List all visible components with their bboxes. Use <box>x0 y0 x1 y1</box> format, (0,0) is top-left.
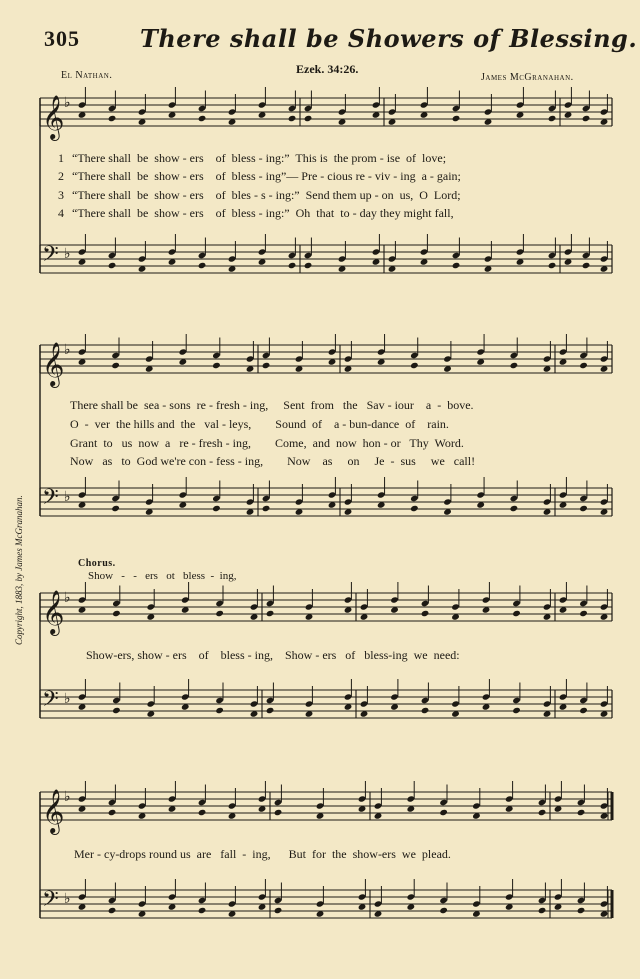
lyric-line: “There shall be show - ers of bless - ing:” Oh that to - day they might fall, <box>72 206 454 220</box>
note-head <box>215 610 224 617</box>
lyric-line: “There shall be show - ers of bles - s - ing:” Send them up - on us, O Lord; <box>72 188 461 202</box>
lyric-line: “There shall be show - ers of bless - ing”— Pre - cious re - viv - ing a - gain; <box>72 169 461 183</box>
note-head <box>510 505 519 512</box>
note-head <box>198 262 207 269</box>
verse-number: 2 <box>58 169 64 183</box>
note-head <box>421 610 430 617</box>
note-head <box>579 707 588 714</box>
note-head <box>266 610 275 617</box>
lyric-line: “There shall be show - ers of bless - ing:” This is the prom - ise of love; <box>72 151 447 165</box>
note-head <box>452 262 461 269</box>
note-head <box>510 362 519 369</box>
note-head <box>304 115 313 122</box>
note-head <box>108 262 117 269</box>
note-head <box>577 907 586 914</box>
key-signature-flat-icon: ♭ <box>64 789 71 805</box>
note-head <box>112 610 121 617</box>
key-signature-flat-icon: ♭ <box>64 891 71 907</box>
treble-clef-icon: 𝄞 <box>42 590 65 634</box>
treble-clef-icon: 𝄞 <box>42 95 65 139</box>
note-head <box>579 610 588 617</box>
note-head <box>111 362 120 369</box>
note-head <box>548 262 557 269</box>
key-signature-flat-icon: ♭ <box>64 590 71 606</box>
bass-clef-icon: 𝄢 <box>42 485 59 515</box>
note-head <box>108 809 117 816</box>
key-signature-flat-icon: ♭ <box>64 489 71 505</box>
key-signature-flat-icon: ♭ <box>64 95 71 111</box>
note-head <box>410 505 419 512</box>
lyric-line: O - ver the hills and the val - leys, Sound of a - bun-dance of rain. <box>70 417 449 431</box>
note-head <box>421 707 430 714</box>
note-head <box>274 809 283 816</box>
note-head <box>212 362 221 369</box>
key-signature-flat-icon: ♭ <box>64 246 71 262</box>
note-head <box>111 505 120 512</box>
note-head <box>439 809 448 816</box>
note-head <box>288 262 297 269</box>
key-signature-flat-icon: ♭ <box>64 691 71 707</box>
hymn-title: There shall be Showers of Blessing. <box>140 24 638 53</box>
note-head <box>582 115 591 122</box>
note-head <box>266 707 275 714</box>
note-head <box>288 115 297 122</box>
note-head <box>538 907 547 914</box>
scripture-reference: Ezek. 34:26. <box>296 62 359 76</box>
note-head <box>198 907 207 914</box>
note-head <box>410 362 419 369</box>
verse-number: 4 <box>58 206 64 220</box>
note-head <box>512 610 521 617</box>
note-head <box>579 505 588 512</box>
note-head <box>262 505 271 512</box>
bass-clef-icon: 𝄢 <box>42 242 59 272</box>
note-head <box>439 907 448 914</box>
key-signature-flat-icon: ♭ <box>64 342 71 358</box>
lyric-line: Now as to God we're con - fess - ing, Now as on Je - sus we call! <box>70 454 476 468</box>
lyric-line: There shall be sea - sons re - fresh - ing, Sent from the Sav - iour a - bove. <box>70 398 474 412</box>
note-head <box>538 809 547 816</box>
verse-number: 1 <box>58 151 64 165</box>
chorus-echo-lyric: Show - - ers ot bless - ing, <box>88 570 237 582</box>
note-head <box>512 707 521 714</box>
note-head <box>274 907 283 914</box>
lyric-line: Grant to us now a re - fresh - ing, Come, and now hon - or Thy Word. <box>70 436 464 450</box>
copyright-notice: Copyright, 1883, by James McGranahan. <box>14 495 24 645</box>
verse-number: 3 <box>58 188 64 202</box>
note-head <box>577 809 586 816</box>
hymn-number: 305 <box>44 26 80 51</box>
bass-clef-icon: 𝄢 <box>42 687 59 717</box>
note-head <box>452 115 461 122</box>
author-credit: El Nathan. <box>61 70 113 81</box>
note-head <box>582 262 591 269</box>
note-head <box>198 809 207 816</box>
bass-clef-icon: 𝄢 <box>42 887 59 917</box>
note-head <box>304 262 313 269</box>
note-head <box>198 115 207 122</box>
note-head <box>112 707 121 714</box>
treble-clef-icon: 𝄞 <box>42 789 65 833</box>
note-head <box>212 505 221 512</box>
note-head <box>262 362 271 369</box>
note-head <box>548 115 557 122</box>
composer-credit: James McGranahan. <box>481 72 574 83</box>
note-head <box>579 362 588 369</box>
note-head <box>108 115 117 122</box>
chorus-label: Chorus. <box>78 558 116 569</box>
treble-clef-icon: 𝄞 <box>42 342 65 386</box>
chorus-lyric-line: Mer - cy-drops round us are fall - ing, But for the show-ers we plead. <box>74 847 451 861</box>
note-head <box>215 707 224 714</box>
note-head <box>108 907 117 914</box>
chorus-lyric-line: Show-ers, show - ers of bless - ing, Show - ers of bless-ing we need: <box>86 648 460 662</box>
